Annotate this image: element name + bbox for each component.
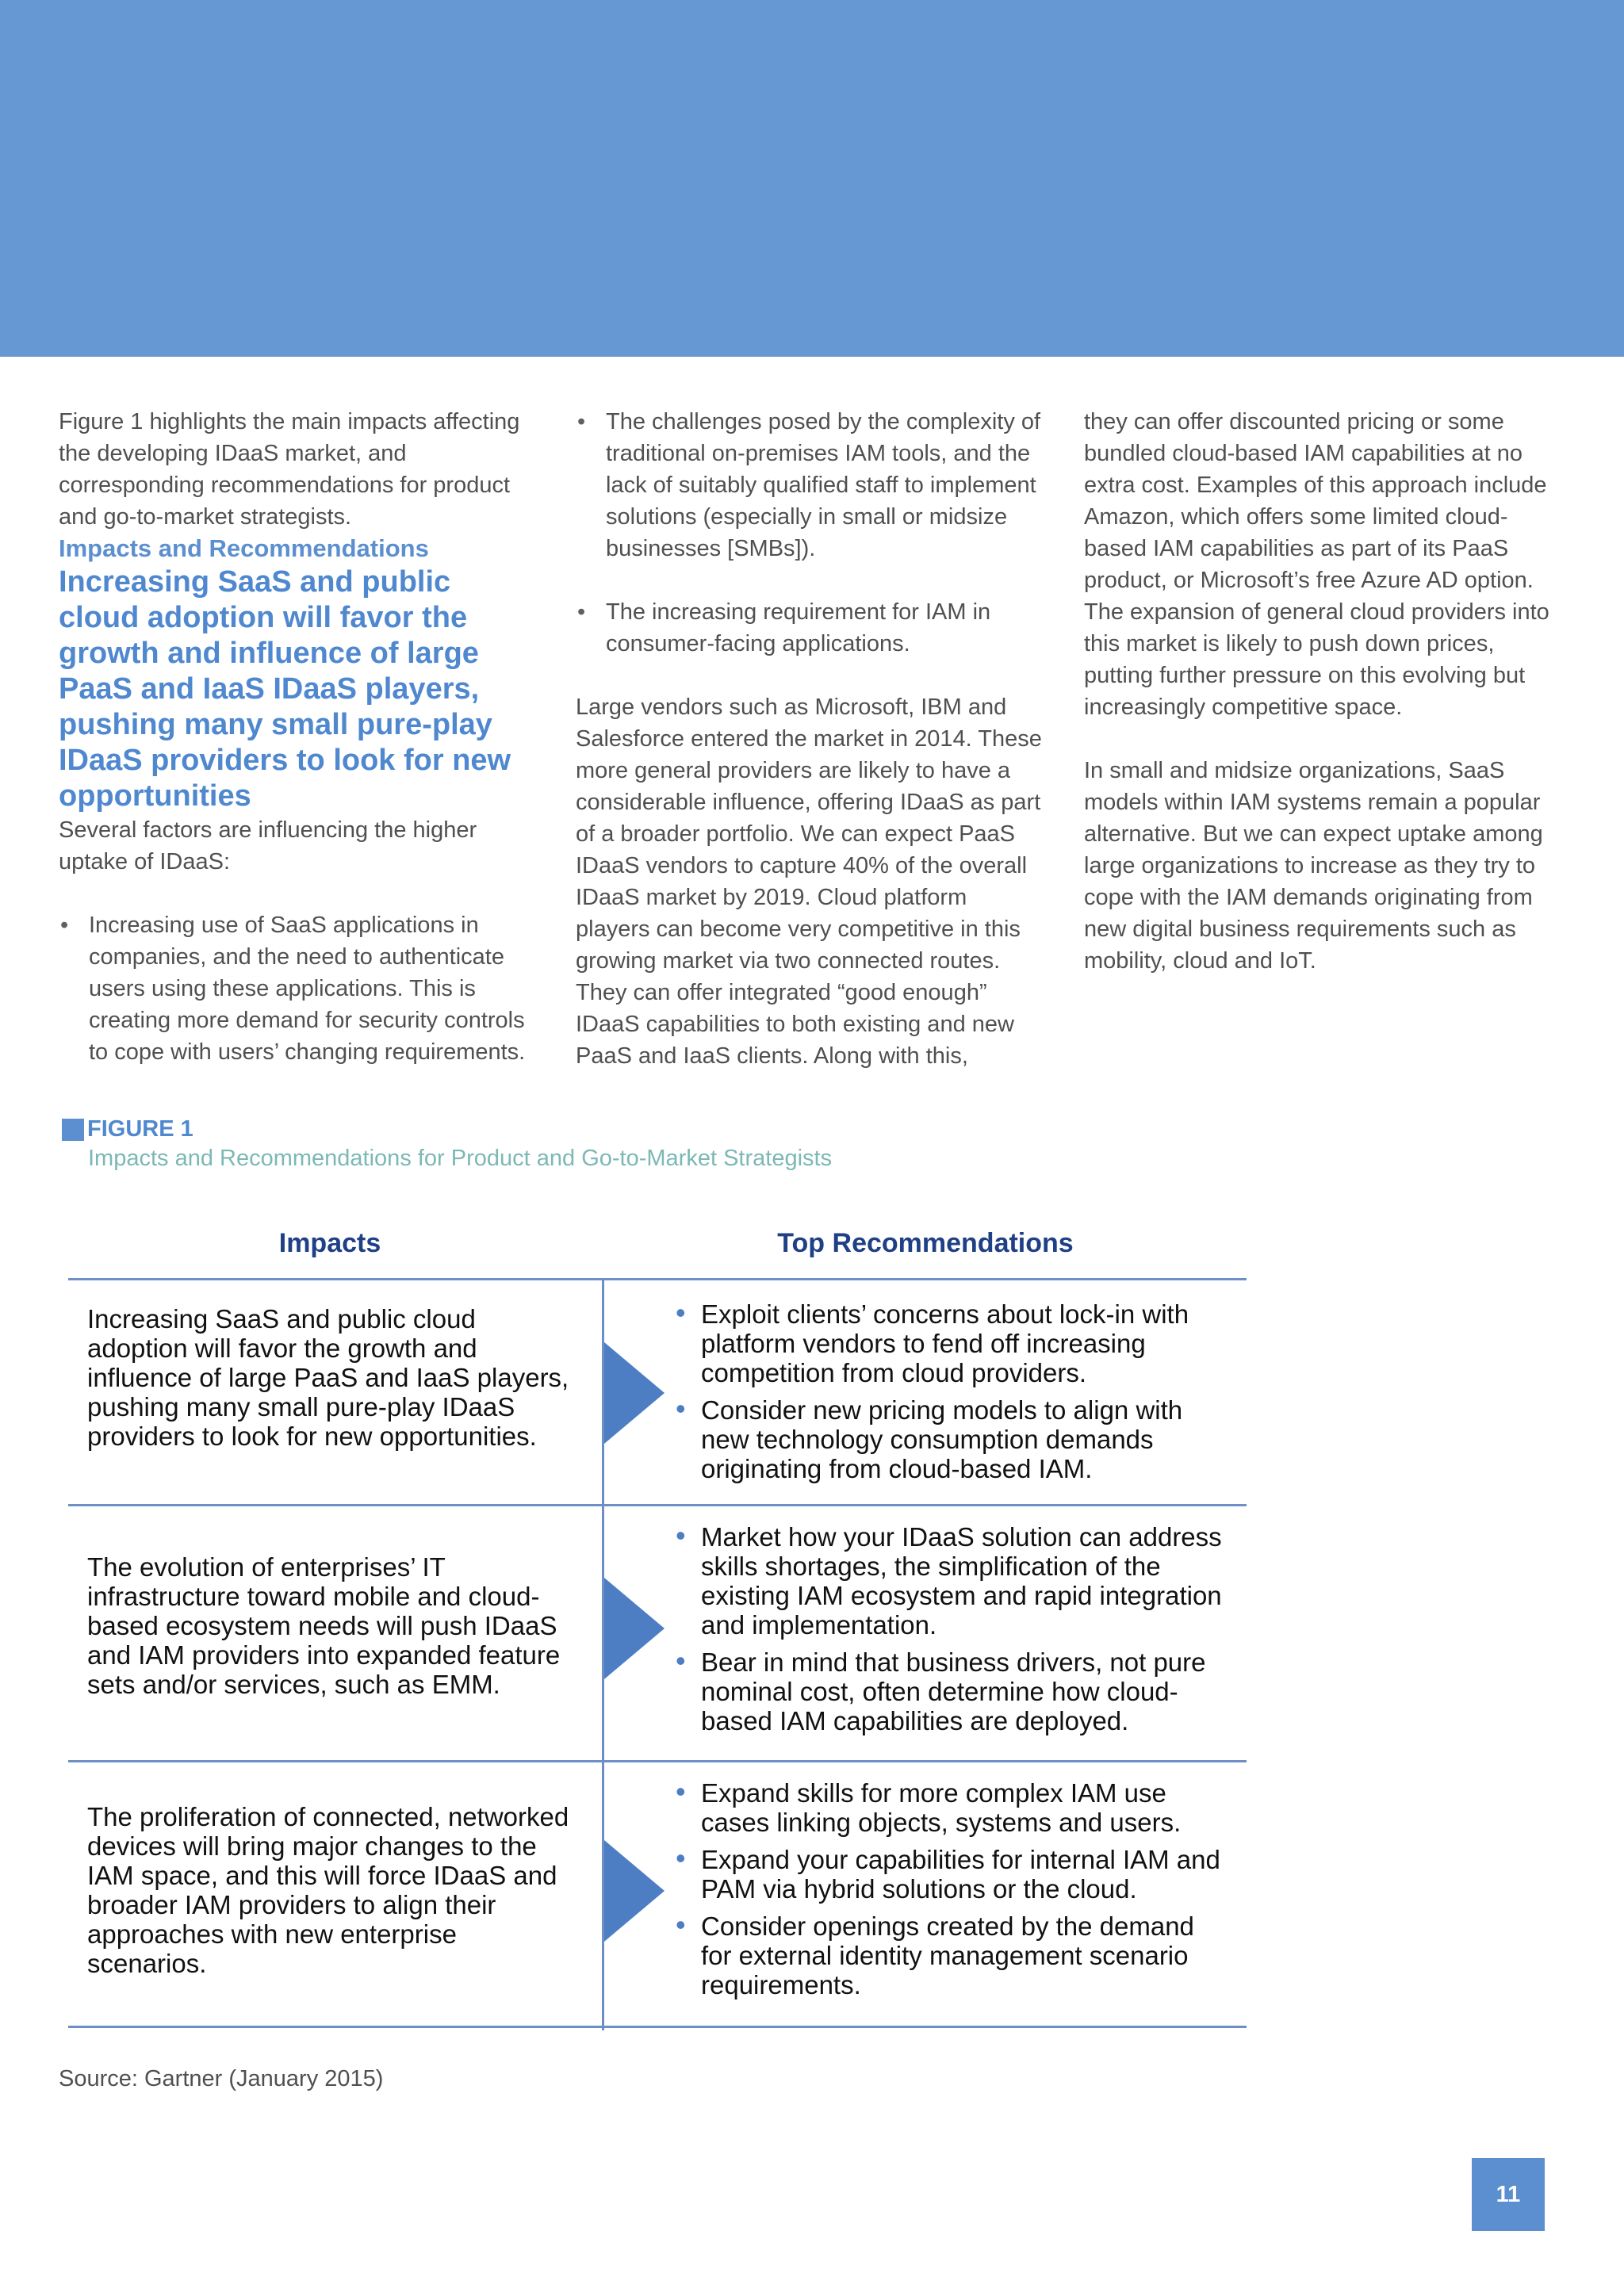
recommendation-item: • Consider openings created by the demand for external identity management scenario requirements. xyxy=(676,1911,1231,1999)
text-column-3 xyxy=(1084,406,1560,977)
recommendation-item: • Expand skills for more complex IAM use cases linking objects, systems and users. xyxy=(676,1778,1231,1837)
table-row xyxy=(68,1280,1247,1504)
arrow-right-icon xyxy=(604,1342,665,1444)
figure-square-icon xyxy=(62,1119,84,1141)
factors-list xyxy=(59,909,534,1068)
table-row xyxy=(68,1762,1247,2026)
recommendation-item: • Expand your capabilities for internal IAM and PAM via hybrid solutions or the cloud. xyxy=(676,1845,1231,1904)
figure-source: Source: Gartner (January 2015) xyxy=(59,2066,384,2091)
recommendation-list xyxy=(676,1299,1231,1491)
table-bottom-rule xyxy=(68,2026,1247,2028)
page-number: 11 xyxy=(1472,2158,1545,2231)
intro-paragraph: Figure 1 highlights the main impacts affecting the developing IDaaS market, and corresponding recommendations for product and go-to-market strategists. xyxy=(59,409,520,530)
factors-paragraph: Several factors are influencing the higher uptake of IDaaS: xyxy=(59,817,477,874)
lead-heading: Increasing SaaS and public cloud adoption will favor the growth and influence of large PaaS and IaaS IDaaS players, pushing many small pure-play IDaaS providers to look for new opportunities xyxy=(59,565,511,813)
header-banner xyxy=(0,0,1624,357)
recommendation-item: • Market how your IDaaS solution can address skills shortages, the simplification of the existing IAM ecosystem and rapid integration and implementation. xyxy=(676,1522,1231,1640)
table-row xyxy=(68,1506,1247,1760)
recommendation-list xyxy=(676,1522,1231,1743)
figure-label xyxy=(62,1116,193,1142)
list-item: • The challenges posed by the complexity of traditional on-premises IAM tools, and the lack of suitably qualified staff to implement solutions (especially in small or midsize businesses [SMBs]). xyxy=(576,406,1044,564)
text-column-2 xyxy=(576,406,1044,1072)
arrow-right-icon xyxy=(604,1578,665,1679)
smb-paragraph: In small and midsize organizations, SaaS models within IAM systems remain a popular alternative. But we can expect uptake among large organizations to increase as they try to cope with the IAM demands originating from new digital business requirements such as mobility, cloud and IoT. xyxy=(1084,758,1543,974)
vendors-paragraph: Large vendors such as Microsoft, IBM and Salesforce entered the market in 2014. These more general providers are likely to have a considerable influence, offering IDaaS as part of a broader portfolio. We can expect PaaS IDaaS vendors to capture 40% of the overall IDaaS market by 2019. Cloud platform players can become very competitive in this growing market via two connected routes. They can offer integrated “good enough” IDaaS capabilities to both existing and new PaaS and IaaS clients. Along with this, xyxy=(576,695,1042,1069)
factors-list-continued xyxy=(576,406,1044,660)
list-item: • The increasing requirement for IAM in consumer-facing applications. xyxy=(576,596,1044,660)
text-column-1 xyxy=(59,406,534,1068)
impacts-table xyxy=(68,1217,1247,2030)
impact-text: The proliferation of connected, networked devices will bring major changes to the IAM space, and this will force IDaaS and broader IAM providers to align their approaches with new enterprise scenarios. xyxy=(87,1802,569,1978)
pricing-paragraph: they can offer discounted pricing or some bundled cloud-based IAM capabilities at no extra cost. Examples of this approach include Amazon, which offers some limited cloud-based IAM capabilities as part of its PaaS product, or Microsoft’s free Azure AD option. The expansion of general cloud providers into this market is likely to push down prices, putting further pressure on this evolving but increasingly competitive space. xyxy=(1084,409,1549,720)
arrow-right-icon xyxy=(604,1840,665,1942)
impact-text: Increasing SaaS and public cloud adoption will favor the growth and influence of large PaaS and IaaS players, pushing many small pure-play IDaaS providers to look for new opportunities. xyxy=(87,1304,569,1451)
recommendation-item: • Bear in mind that business drivers, not pure nominal cost, often determine how cloud-based IAM capabilities are deployed. xyxy=(676,1647,1231,1735)
recommendation-item: • Exploit clients’ concerns about lock-in with platform vendors to fend off increasing competition from cloud providers. xyxy=(676,1299,1231,1387)
figure-number: FIGURE 1 xyxy=(87,1116,193,1142)
impact-text: The evolution of enterprises’ IT infrastructure toward mobile and cloud-based ecosystem needs will push IDaaS and IAM providers into expanded feature sets and/or services, such as EMM. xyxy=(87,1552,561,1699)
recommendations-header: Top Recommendations xyxy=(777,1228,1074,1258)
list-item: • Increasing use of SaaS applications in companies, and the need to authenticate users using these applications. This is creating more demand for security controls to cope with users’ changing requirements. xyxy=(59,909,534,1068)
section-subhead: Impacts and Recommendations xyxy=(59,534,429,562)
recommendation-item: • Consider new pricing models to align with new technology consumption demands originating from cloud-based IAM. xyxy=(676,1395,1231,1483)
figure-caption: Impacts and Recommendations for Product and Go-to-Market Strategists xyxy=(88,1146,833,1171)
recommendation-list xyxy=(676,1778,1231,2007)
impacts-header: Impacts xyxy=(278,1228,381,1258)
